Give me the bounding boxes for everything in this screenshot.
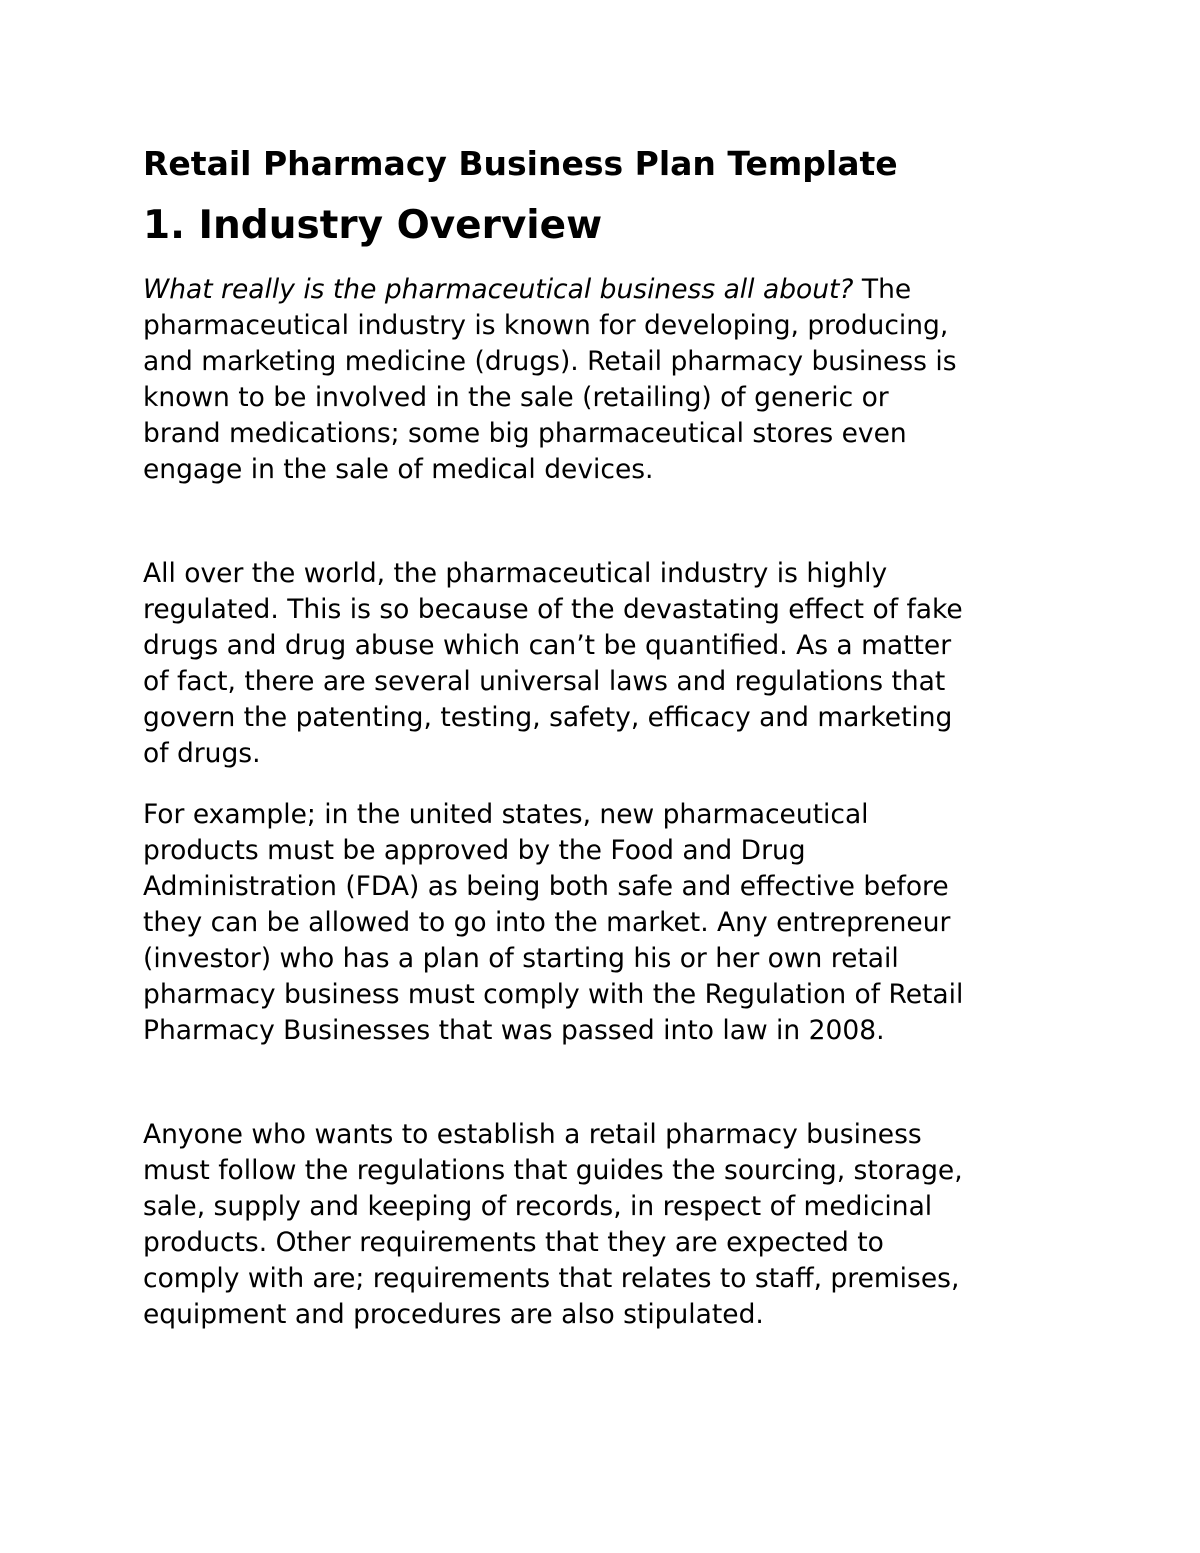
paragraph-line: known to be involved in the sale (retailing) of generic or xyxy=(143,382,889,413)
paragraph-spacer xyxy=(143,488,1073,556)
paragraph-line: equipment and procedures are also stipulated. xyxy=(143,1299,764,1330)
paragraph-line: they can be allowed to go into the market. Any entrepreneur xyxy=(143,907,951,938)
paragraph-line: pharmacy business must comply with the Regulation of Retail xyxy=(143,979,964,1010)
paragraph-line: regulated. This is so because of the devastating effect of fake xyxy=(143,594,963,625)
paragraph-line: and marketing medicine (drugs). Retail pharmacy business is xyxy=(143,346,957,377)
paragraph-line-text: The xyxy=(853,274,912,305)
paragraph-spacer xyxy=(143,1049,1073,1117)
paragraph-line: products must be approved by the Food and Drug xyxy=(143,835,806,866)
paragraph-line: pharmaceutical industry is known for developing, producing, xyxy=(143,310,949,341)
paragraph-1 xyxy=(143,272,1073,488)
document-title: Retail Pharmacy Business Plan Template xyxy=(143,144,898,183)
paragraph-line: products. Other requirements that they are expected to xyxy=(143,1227,884,1258)
paragraph-line: sale, supply and keeping of records, in respect of medicinal xyxy=(143,1191,933,1222)
paragraph-line: Pharmacy Businesses that was passed into law in 2008. xyxy=(143,1015,885,1046)
paragraph-line: of drugs. xyxy=(143,738,261,769)
paragraph-line: drugs and drug abuse which can’t be quantified. As a matter xyxy=(143,630,952,661)
paragraph-lead-in: What really is the pharmaceutical business all about? xyxy=(143,274,854,305)
paragraph-line: of fact, there are several universal laws and regulations that xyxy=(143,666,946,697)
paragraph-line: All over the world, the pharmaceutical industry is highly xyxy=(143,558,888,589)
paragraph-line: engage in the sale of medical devices. xyxy=(143,454,654,485)
paragraph-spacer xyxy=(143,772,1073,797)
paragraph-line: must follow the regulations that guides the sourcing, storage, xyxy=(143,1155,963,1186)
paragraph-line: Administration (FDA) as being both safe and effective before xyxy=(143,871,949,902)
paragraph-4 xyxy=(143,1117,1073,1333)
section-heading: 1. Industry Overview xyxy=(143,203,603,248)
paragraph-line: Anyone who wants to establish a retail pharmacy business xyxy=(143,1119,922,1150)
document-body xyxy=(143,140,1073,1333)
paragraph-line: For example; in the united states, new pharmaceutical xyxy=(143,799,869,830)
paragraph-line: comply with are; requirements that relates to staff, premises, xyxy=(143,1263,960,1294)
paragraph-3 xyxy=(143,797,1073,1049)
paragraph-line: (investor) who has a plan of starting his or her own retail xyxy=(143,943,899,974)
paragraph-line: govern the patenting, testing, safety, efficacy and marketing xyxy=(143,702,953,733)
paragraph-line: brand medications; some big pharmaceutical stores even xyxy=(143,418,907,449)
paragraph-2 xyxy=(143,556,1073,772)
paragraph-line xyxy=(143,272,1073,308)
